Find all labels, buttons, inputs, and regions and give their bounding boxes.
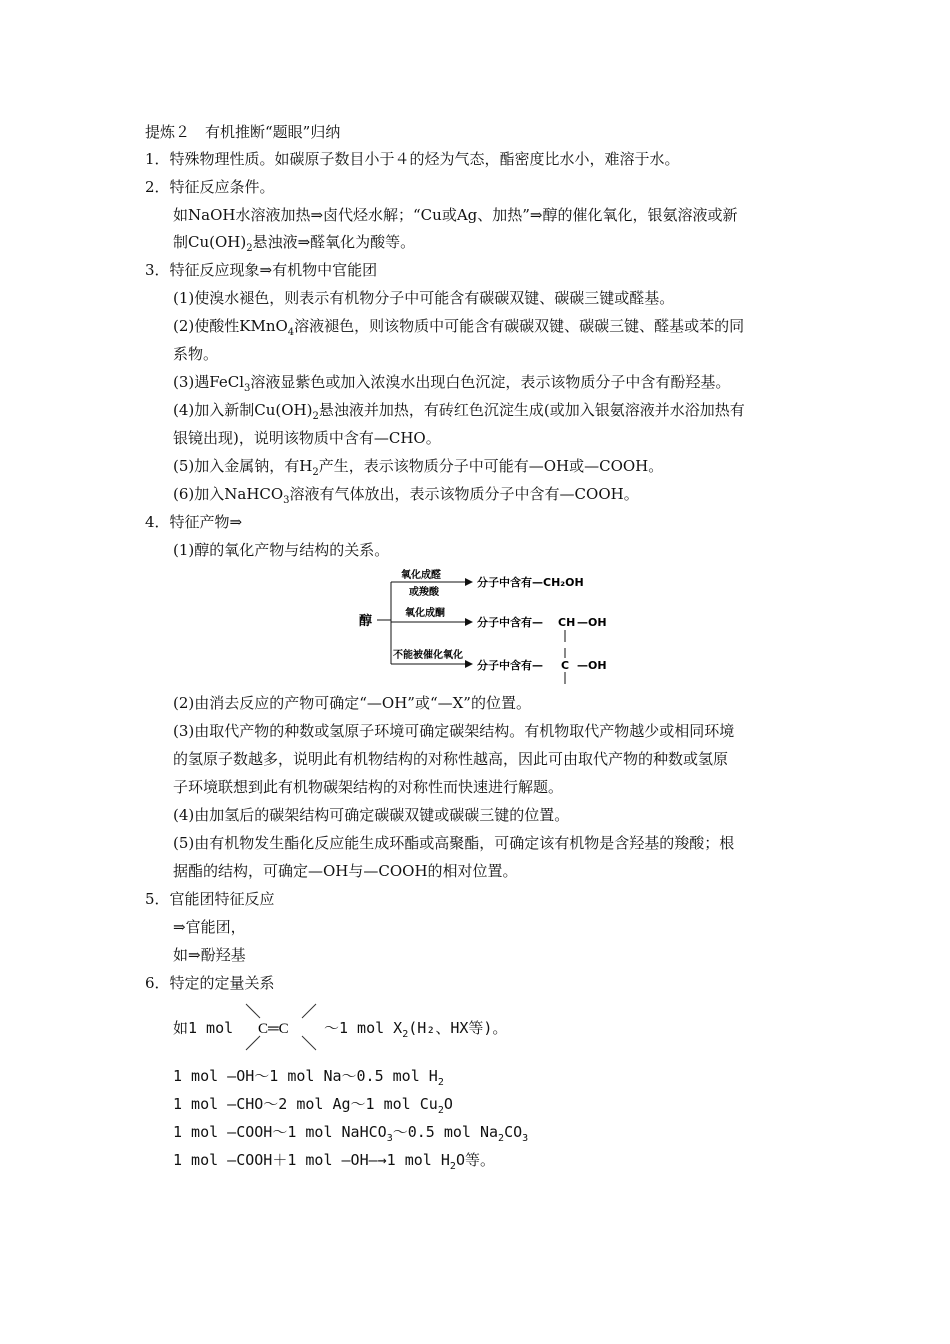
subscript: 2 xyxy=(246,243,253,254)
text: (4)加入新制Cu(OH) xyxy=(173,401,313,419)
item-4-2: (2)由消去反应的产物可确定“—OH”或“—X”的位置。 xyxy=(173,694,531,712)
text: 1 mol —OH～1 mol Na～0.5 mol H xyxy=(173,1067,438,1085)
branch2-top-label: 氧化成酮 xyxy=(405,608,445,619)
text: 溶液褪色，则该物质中可能含有碳碳双键、碳碳三键、醛基或苯的同 xyxy=(294,317,745,335)
subscript: 2 xyxy=(402,1029,409,1040)
subscript: 3 xyxy=(244,383,251,394)
item-5: 5．官能团特征反应 xyxy=(145,890,275,908)
subscript: 4 xyxy=(287,327,295,338)
item-4-5b: 据酯的结构，可确定—OH与—COOH的相对位置。 xyxy=(173,862,518,880)
alcohol-oxidation-diagram xyxy=(355,568,625,686)
item-4-5a: (5)由有机物发生酯化反应能生成环酯或高聚酯，可确定该有机物是含羟基的羧酸；根 xyxy=(173,834,735,852)
subscript: 3 xyxy=(522,1133,529,1144)
text: O等。 xyxy=(455,1151,495,1169)
item-6-2 xyxy=(173,1065,444,1087)
item-3-6 xyxy=(173,483,639,505)
text: ～0.5 mol Na xyxy=(392,1123,499,1141)
item-2: 2．特征反应条件。 xyxy=(145,178,275,196)
item-4-1: (1)醇的氧化产物与结构的关系。 xyxy=(173,541,390,559)
text: 悬浊液并加热，有砖红色沉淀生成(或加入银氨溶液并水浴加热有 xyxy=(318,401,745,419)
text: CO xyxy=(504,1123,523,1141)
branch2-carbon: CH xyxy=(558,616,576,629)
item-1: 1．特殊物理性质。如碳原子数目小于４的烃为气态，酯密度比水小，难溶于水。 xyxy=(145,150,680,168)
text: (6)加入NaHCO xyxy=(173,485,284,503)
item-6: 6．特定的定量关系 xyxy=(145,974,275,992)
text: 1 mol —CHO～2 mol Ag～1 mol Cu xyxy=(173,1095,438,1113)
item-5a: ⇒官能团， xyxy=(173,918,246,936)
item-6-4 xyxy=(173,1121,528,1143)
subscript: 2 xyxy=(312,467,319,478)
subscript: 2 xyxy=(437,1077,444,1088)
item-6-1-prefix: 如1 mol xyxy=(173,1019,234,1037)
item-4-4: (4)由加氢后的碳架结构可确定碳碳双键或碳碳三键的位置。 xyxy=(173,806,570,824)
cc-label: C═C xyxy=(258,1021,289,1037)
text: (H₂、HX等)。 xyxy=(408,1019,508,1037)
branch3-result-prefix: 分子中含有— xyxy=(477,659,543,672)
item-3-1: (1)使溴水褪色，则表示有机物分子中可能含有碳碳双键、碳碳三键或醛基。 xyxy=(173,289,675,307)
cc-svg xyxy=(238,1000,324,1054)
bond-lower-right xyxy=(302,1036,316,1050)
arrowhead-3 xyxy=(465,660,473,668)
item-3-4b: 银镜出现)，说明该物质中含有—CHO。 xyxy=(173,429,441,447)
item-4-3b: 的氢原子数越多，说明此有机物结构的对称性越高，因此可由取代产物的种数或氢原 xyxy=(173,750,729,768)
subscript: 2 xyxy=(437,1105,444,1116)
item-6-3 xyxy=(173,1093,453,1115)
text: ～1 mol X xyxy=(324,1019,403,1037)
bond-upper-left xyxy=(246,1004,260,1018)
item-3-2b: 系物。 xyxy=(173,345,219,363)
branch3-carbon: C xyxy=(561,659,570,672)
section-title: 提炼２ 有机推断“题眼”归纳 xyxy=(145,123,341,141)
item-3: 3．特征反应现象⇒有机物中官能团 xyxy=(145,261,378,279)
item-4: 4．特征产物⇒ xyxy=(145,513,243,531)
item-2-text-a: 如NaOH水溶液加热⇒卤代烃水解；“Cu或Ag、加热”⇒醇的催化氧化，银氨溶液或新 xyxy=(173,206,738,224)
item-6-1-suffix xyxy=(324,1017,507,1039)
text: (3)遇FeCl xyxy=(173,373,244,391)
item-4-3a: (3)由取代产物的种数或氢原子环境可确定碳架结构。有机物取代产物越少或相同环境 xyxy=(173,722,735,740)
branch3-oh: —OH xyxy=(577,659,607,672)
subscript: 3 xyxy=(283,495,290,506)
item-5b: 如⇒酚羟基 xyxy=(173,946,246,964)
subscript: 2 xyxy=(498,1133,505,1144)
alcohol-label: 醇 xyxy=(359,614,373,629)
text: 1 mol —COOH～1 mol NaHCO xyxy=(173,1123,387,1141)
text: O xyxy=(443,1095,453,1113)
item-3-2a xyxy=(173,315,744,337)
text: 溶液有气体放出，表示该物质分子中含有—COOH。 xyxy=(289,485,639,503)
bond-lower-left xyxy=(246,1036,260,1050)
item-2-text-b xyxy=(173,231,415,253)
branch1-result: 分子中含有—CH₂OH xyxy=(477,576,584,589)
arrowhead-1 xyxy=(465,578,473,586)
text: 悬浊液⇒醛氧化为酸等。 xyxy=(252,233,416,251)
text: (2)使酸性KMnO xyxy=(173,317,288,335)
subscript: 2 xyxy=(449,1161,456,1172)
diagram-svg xyxy=(355,568,625,686)
branch2-result-prefix: 分子中含有— xyxy=(477,616,543,629)
bond-upper-right xyxy=(302,1004,316,1018)
carbon-double-bond-structure xyxy=(238,1000,324,1054)
arrowhead-2 xyxy=(465,618,473,626)
text: 制Cu(OH) xyxy=(173,233,247,251)
text: (5)加入金属钠，有H xyxy=(173,457,313,475)
branch1-top-label: 氧化成醛 xyxy=(401,570,441,581)
text: 产生，表示该物质分子中可能有—OH或—COOH。 xyxy=(318,457,664,475)
item-4-3c: 子环境联想到此有机物碳架结构的对称性而快速进行解题。 xyxy=(173,778,564,796)
text: 溶液显紫色或加入浓溴水出现白色沉淀，表示该物质分子中含有酚羟基。 xyxy=(250,373,731,391)
branch2-oh: —OH xyxy=(577,616,607,629)
item-6-5 xyxy=(173,1149,495,1171)
text: 1 mol —COOH＋1 mol —OH—→1 mol H xyxy=(173,1151,450,1169)
branch1-bottom-label: 或羧酸 xyxy=(409,587,439,598)
branch3-top-label: 不能被催化氧化 xyxy=(393,650,463,661)
subscript: 3 xyxy=(386,1133,393,1144)
item-3-5 xyxy=(173,455,663,477)
subscript: 2 xyxy=(312,411,319,422)
item-3-4a xyxy=(173,399,745,421)
item-3-3 xyxy=(173,371,730,393)
